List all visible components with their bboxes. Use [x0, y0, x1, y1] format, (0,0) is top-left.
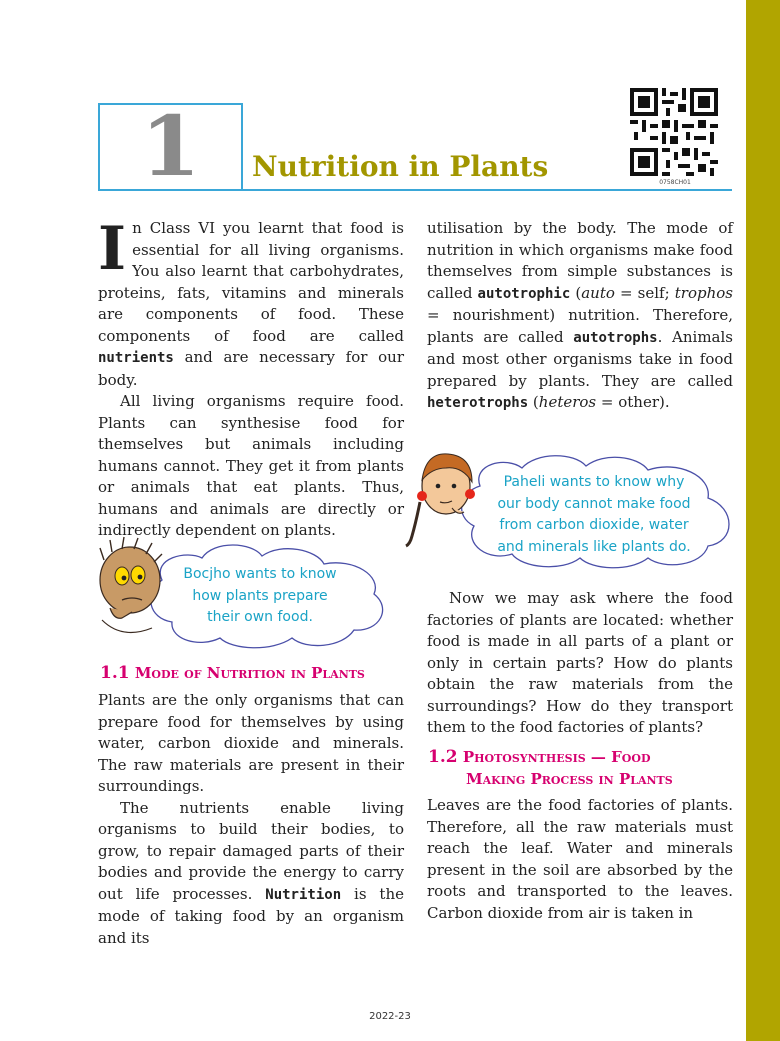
drop-cap: I — [98, 214, 127, 284]
chapter-number-box — [98, 99, 243, 195]
paragraph-dependence: All living organisms require food. Plants can synthesise food for themselves but animals including humans cannot. They get it from plants or animals that eat plants. Thus, humans and animals are directly or indirectly dependent on plants. — [98, 392, 404, 539]
chapter-title-rule — [243, 189, 732, 191]
nutrition-text-end: is the mode of taking food by an organism and its — [98, 884, 404, 947]
paragraph-food-factories — [427, 588, 733, 739]
boojho-line: how plants prepare — [192, 587, 328, 604]
section-number: 1.2 — [428, 747, 458, 767]
qr-code-icon — [630, 88, 718, 176]
section-1-1-body — [98, 690, 404, 949]
paragraph-nutrition — [98, 798, 404, 950]
food-factories-text: Now we may ask where the food factories of plants are located: whether food is made in all parts of a plant or only in certain parts? How do plants obtain the raw materials from the surroundings? How do they transport them to the food factories of plants? — [427, 589, 733, 736]
term-nutrients: nutrients — [98, 350, 174, 366]
intro-text: n Class VI you learnt that food is essential for all living organisms. You also learnt that carbohydrates, proteins, fats, vitamins and minerals are components of food. These components of food are called — [98, 219, 404, 345]
text: ( — [570, 283, 582, 302]
text: = nourishment) nutrition. Therefore, plants are called — [427, 306, 733, 346]
text: . Animals and most other organisms take in food prepared by plants. They are called — [427, 327, 733, 390]
boojho-callout — [160, 564, 360, 629]
term-autotrophic: autotrophic — [477, 285, 571, 302]
italic-auto: auto — [581, 283, 615, 302]
text: = self; — [614, 283, 675, 302]
chapter-number: 1 — [140, 99, 201, 195]
term-heterotrophs: heterotrophs — [427, 395, 529, 411]
paheli-line: and minerals like plants do. — [497, 538, 691, 555]
paheli-line: Paheli wants to know why — [503, 474, 685, 490]
italic-heteros: heteros — [538, 393, 597, 411]
left-column — [98, 214, 404, 542]
paheli-callout — [476, 472, 712, 558]
section-title-line2: Making Process in Plants — [466, 770, 673, 788]
footer-year: 2022-23 — [369, 1011, 411, 1022]
boojho-line: Bocjho wants to know — [183, 566, 337, 582]
section-number: 1.1 — [100, 663, 130, 683]
section-1-1-heading — [100, 662, 365, 684]
chapter-title: Nutrition in Plants — [252, 150, 549, 183]
section-title-line1: Photosynthesis — Food — [462, 748, 651, 766]
paheli-line: from carbon dioxide, water — [499, 517, 689, 533]
section-1-2-heading — [428, 746, 673, 790]
term-nutrition: Nutrition — [265, 886, 342, 903]
paheli-line: our body cannot make food — [497, 495, 691, 512]
text: ( — [528, 393, 539, 411]
intro-text-end: and are necessary for our body. — [98, 348, 404, 389]
section-title: Mode of Nutrition in Plants — [134, 664, 365, 682]
section-1-2-body — [427, 795, 733, 924]
intro-paragraph — [98, 214, 404, 391]
text: = other). — [596, 393, 670, 411]
right-column — [427, 218, 733, 415]
paragraph-leaves: Leaves are the food factories of plants. Therefore, all the raw materials must reach the leaf. Water and minerals present in the soil are absorbed by the roots and transported to the leaves. Carbon dioxide from air is taken in — [427, 796, 733, 922]
nutrition-text: The nutrients enable living organisms to build their bodies, to grow, to repair damaged parts of their bodies and provide the energy to carry out life processes. — [98, 798, 404, 903]
boojho-line: their own food. — [207, 609, 313, 625]
side-color-band — [746, 0, 780, 1041]
italic-trophos: trophos — [674, 283, 733, 302]
term-autotrophs: autotrophs — [573, 329, 658, 346]
paragraph-raw-materials: Plants are the only organisms that can prepare food for themselves by using water, carbon dioxide and minerals. The raw materials are present in their surroundings. — [98, 691, 404, 795]
text: utilisation by the body. The mode of nutrition in which organisms make food themselves from simple substances is called — [427, 219, 733, 302]
paragraph-autotrophic — [427, 218, 733, 415]
qr-code-label: 0758CH01 — [659, 179, 691, 186]
